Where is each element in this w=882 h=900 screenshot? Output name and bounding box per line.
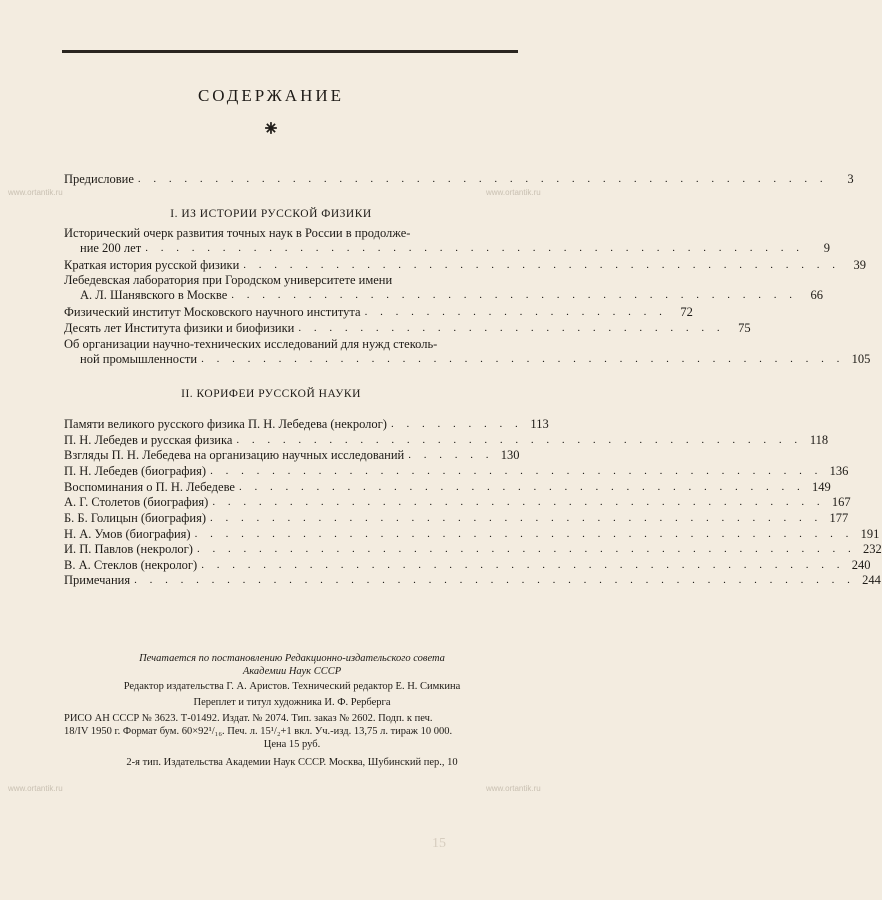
toc-entry xyxy=(64,273,823,303)
leader-dots: . . . . . . . . . . . . . . . . . . . . . . . . . . . . . . . . . . . . . . . . xyxy=(210,465,823,477)
toc-entry-page: 118 xyxy=(809,433,829,447)
toc-entry-title: Воспоминания о П. Н. Лебедеве xyxy=(64,480,235,494)
leader-dots: . . . . . . . . . . . . . . . . . . . . . . . . . . . . xyxy=(298,322,725,334)
toc-entry-page: 9 xyxy=(823,241,830,255)
toc-entry-title: В. А. Стеклов (некролог) xyxy=(64,558,198,572)
toc-entry-page: 136 xyxy=(829,464,849,478)
imprint-decree-line2: Академии Наук СССР xyxy=(242,666,342,677)
toc-entry-page: 130 xyxy=(500,448,520,462)
asterism-ornament: ⁕ xyxy=(261,116,281,141)
top-rule xyxy=(62,50,518,53)
leader-dots: . . . . . . . . . . . . . . . . . . . . . . . . . . . . . . . . . . . . . . . . . . . xyxy=(145,242,804,254)
toc-entry-page: 167 xyxy=(831,495,851,509)
imprint-printer: 2-я тип. Издательства Академии Наук СССР. Москва, Шубинский пер., 10 xyxy=(126,757,458,768)
watermark: www.ortantik.ru xyxy=(8,188,63,197)
leader-dots: . . . . . . . . . . . . . . . . . . . . . . . . . . . . . . . . . . . . . . . . . . . xyxy=(196,543,856,555)
toc-entry xyxy=(64,573,881,588)
leader-dots: . . . . . . . . . . . . . . . . . . . . . . . . . . . . . . . . . . . . . . . . . . . . . xyxy=(137,173,828,185)
toc-entry-page: 66 xyxy=(810,288,823,302)
imprint-decree-line1: Печатается по постановлению Редакционно-издательского совета xyxy=(139,653,445,664)
leader-dots: . . . . . . . . . . . . . . . . . . . . . . . . . . . . . . . . . . . . . . . . . . xyxy=(201,559,845,571)
toc-entry-title: Десять лет Института физики и биофизики xyxy=(64,321,295,335)
leader-dots: . . . . . . . . . . . . . . . . . . . . . . . . . . . . . . . . . . . . . xyxy=(236,434,803,446)
toc-entry-page: 191 xyxy=(860,527,880,541)
toc-entry-title-cont: ной промышленности xyxy=(80,352,198,366)
watermark: www.ortantik.ru xyxy=(486,784,541,793)
toc-entry xyxy=(64,226,830,256)
toc-entry xyxy=(64,558,871,573)
toc-entry xyxy=(64,464,849,479)
toc-entry-title: Исторический очерк развития точных наук в России в продолже- xyxy=(64,226,411,240)
toc-entry-page: 3 xyxy=(847,172,854,186)
leader-dots: . . . . . . xyxy=(408,449,494,461)
leader-dots: . . . . . . . . . . . . . . . . . . . . . . . . . . . . . . . . . . . . . . . . . . xyxy=(201,353,845,365)
imprint-binding: Переплет и титул художника И. Ф. Рерберга xyxy=(193,697,391,708)
imprint-price: Цена 15 руб. xyxy=(263,739,321,750)
toc-entry-page: 105 xyxy=(851,352,871,366)
leader-dots: . . . . . . . . . . . . . . . . . . . . . . . . . . . . . . . . . . . . . . . . . . . xyxy=(194,528,854,540)
toc-entry-title: Об организации научно-технических исследований для нужд стеколь- xyxy=(64,337,438,351)
toc-entry-title: Н. А. Умов (биография) xyxy=(64,527,191,541)
watermark: www.ortantik.ru xyxy=(486,188,541,197)
toc-entry-page: 232 xyxy=(862,542,882,556)
leader-dots: . . . . . . . . . . . . . . . . . . . . . . . . . . . . . . . . . . . . . . . . . . . . . . . xyxy=(134,574,855,586)
imprint-riso-line2: 18/IV 1950 г. Формат бум. 60×92¹/₁₆. Печ. л. 15¹/₂+1 вкл. Уч.-изд. 13,75 л. тираж 10 000. xyxy=(64,726,453,737)
watermark: www.ortantik.ru xyxy=(8,784,63,793)
toc-entry-title: И. П. Павлов (некролог) xyxy=(64,542,193,556)
toc-entry xyxy=(64,433,829,448)
toc-entry-title: Предисловие xyxy=(64,172,134,186)
page-title: СОДЕРЖАНИЕ xyxy=(197,86,345,105)
toc-entry xyxy=(64,337,871,367)
toc-entry-title: Краткая история русской физики xyxy=(64,258,240,272)
toc-entry xyxy=(64,542,882,557)
toc-entry-title: А. Г. Столетов (биография) xyxy=(64,495,209,509)
leader-dots: . . . . . . . . . . . . . . . . . . . . . . . . . . . . . . . . . . . . . . . . xyxy=(212,496,825,508)
toc-entry-page: 72 xyxy=(680,305,693,319)
section-heading-1: I. ИЗ ИСТОРИИ РУССКОЙ ФИЗИКИ xyxy=(170,208,372,220)
toc-entry xyxy=(64,321,751,336)
toc-entry xyxy=(64,417,549,432)
toc-entry-preface xyxy=(64,172,854,187)
toc-entry xyxy=(64,527,880,542)
section-heading-2: II. КОРИФЕИ РУССКОЙ НАУКИ xyxy=(181,388,361,400)
imprint-riso-line1: РИСО АН СССР № 3623. Т-01492. Издат. № 2074. Тип. заказ № 2602. Подп. к печ. xyxy=(64,713,433,724)
toc-entry-page: 39 xyxy=(853,258,867,272)
toc-entry xyxy=(64,258,867,273)
toc-entry xyxy=(64,495,851,510)
leader-dots: . . . . . . . . . . . . . . . . . . . . xyxy=(364,306,667,318)
toc-entry-title-cont: ние 200 лет xyxy=(80,241,142,255)
toc-entry-title: Физический институт Московского научного института xyxy=(64,305,361,319)
toc-entry-title: П. Н. Лебедев (биография) xyxy=(64,464,207,478)
leader-dots: . . . . . . . . . . . . . . . . . . . . . . . . . . . . . . . . . . . . . xyxy=(231,289,797,301)
toc-entry-page: 149 xyxy=(811,480,831,494)
toc-entry-page: 240 xyxy=(851,558,871,572)
toc-entry-title: Б. Б. Голицын (биография) xyxy=(64,511,206,525)
toc-entry-page: 244 xyxy=(862,573,881,587)
toc-entry xyxy=(64,511,849,526)
toc-entry-title: П. Н. Лебедев и русская физика xyxy=(64,433,233,447)
leader-dots: . . . . . . . . . . . . . . . . . . . . . . . . . . . . . . . . . . . . . . . . xyxy=(210,512,823,524)
faint-page-mark: 15 xyxy=(432,836,446,851)
toc-entry-page: 113 xyxy=(530,417,549,431)
leader-dots: . . . . . . . . . . . . . . . . . . . . . . . . . . . . . . . . . . . . . xyxy=(238,481,805,493)
toc-entry xyxy=(64,305,693,320)
toc-entry-page: 75 xyxy=(738,321,751,335)
toc-entry-title: Памяти великого русского физика П. Н. Лебедева (некролог) xyxy=(64,417,387,431)
toc-entry-title: Взгляды П. Н. Лебедева на организацию научных исследований xyxy=(64,448,405,462)
leader-dots: . . . . . . . . . . . . . . . . . . . . . . . . . . . . . . . . . . . . . . . xyxy=(243,259,841,271)
imprint-editors: Редактор издательства Г. А. Аристов. Технический редактор Е. Н. Симкина xyxy=(123,681,461,692)
toc-entry-title: Лебедевская лаборатория при Городском университете имени xyxy=(64,273,393,287)
leader-dots: . . . . . . . . . xyxy=(390,418,523,430)
toc-entry-title: Примечания xyxy=(64,573,131,587)
toc-entry-title-cont: А. Л. Шанявского в Москве xyxy=(80,288,228,302)
toc-entry xyxy=(64,480,831,495)
toc-entry-page: 177 xyxy=(829,511,849,525)
toc-entry xyxy=(64,448,520,463)
